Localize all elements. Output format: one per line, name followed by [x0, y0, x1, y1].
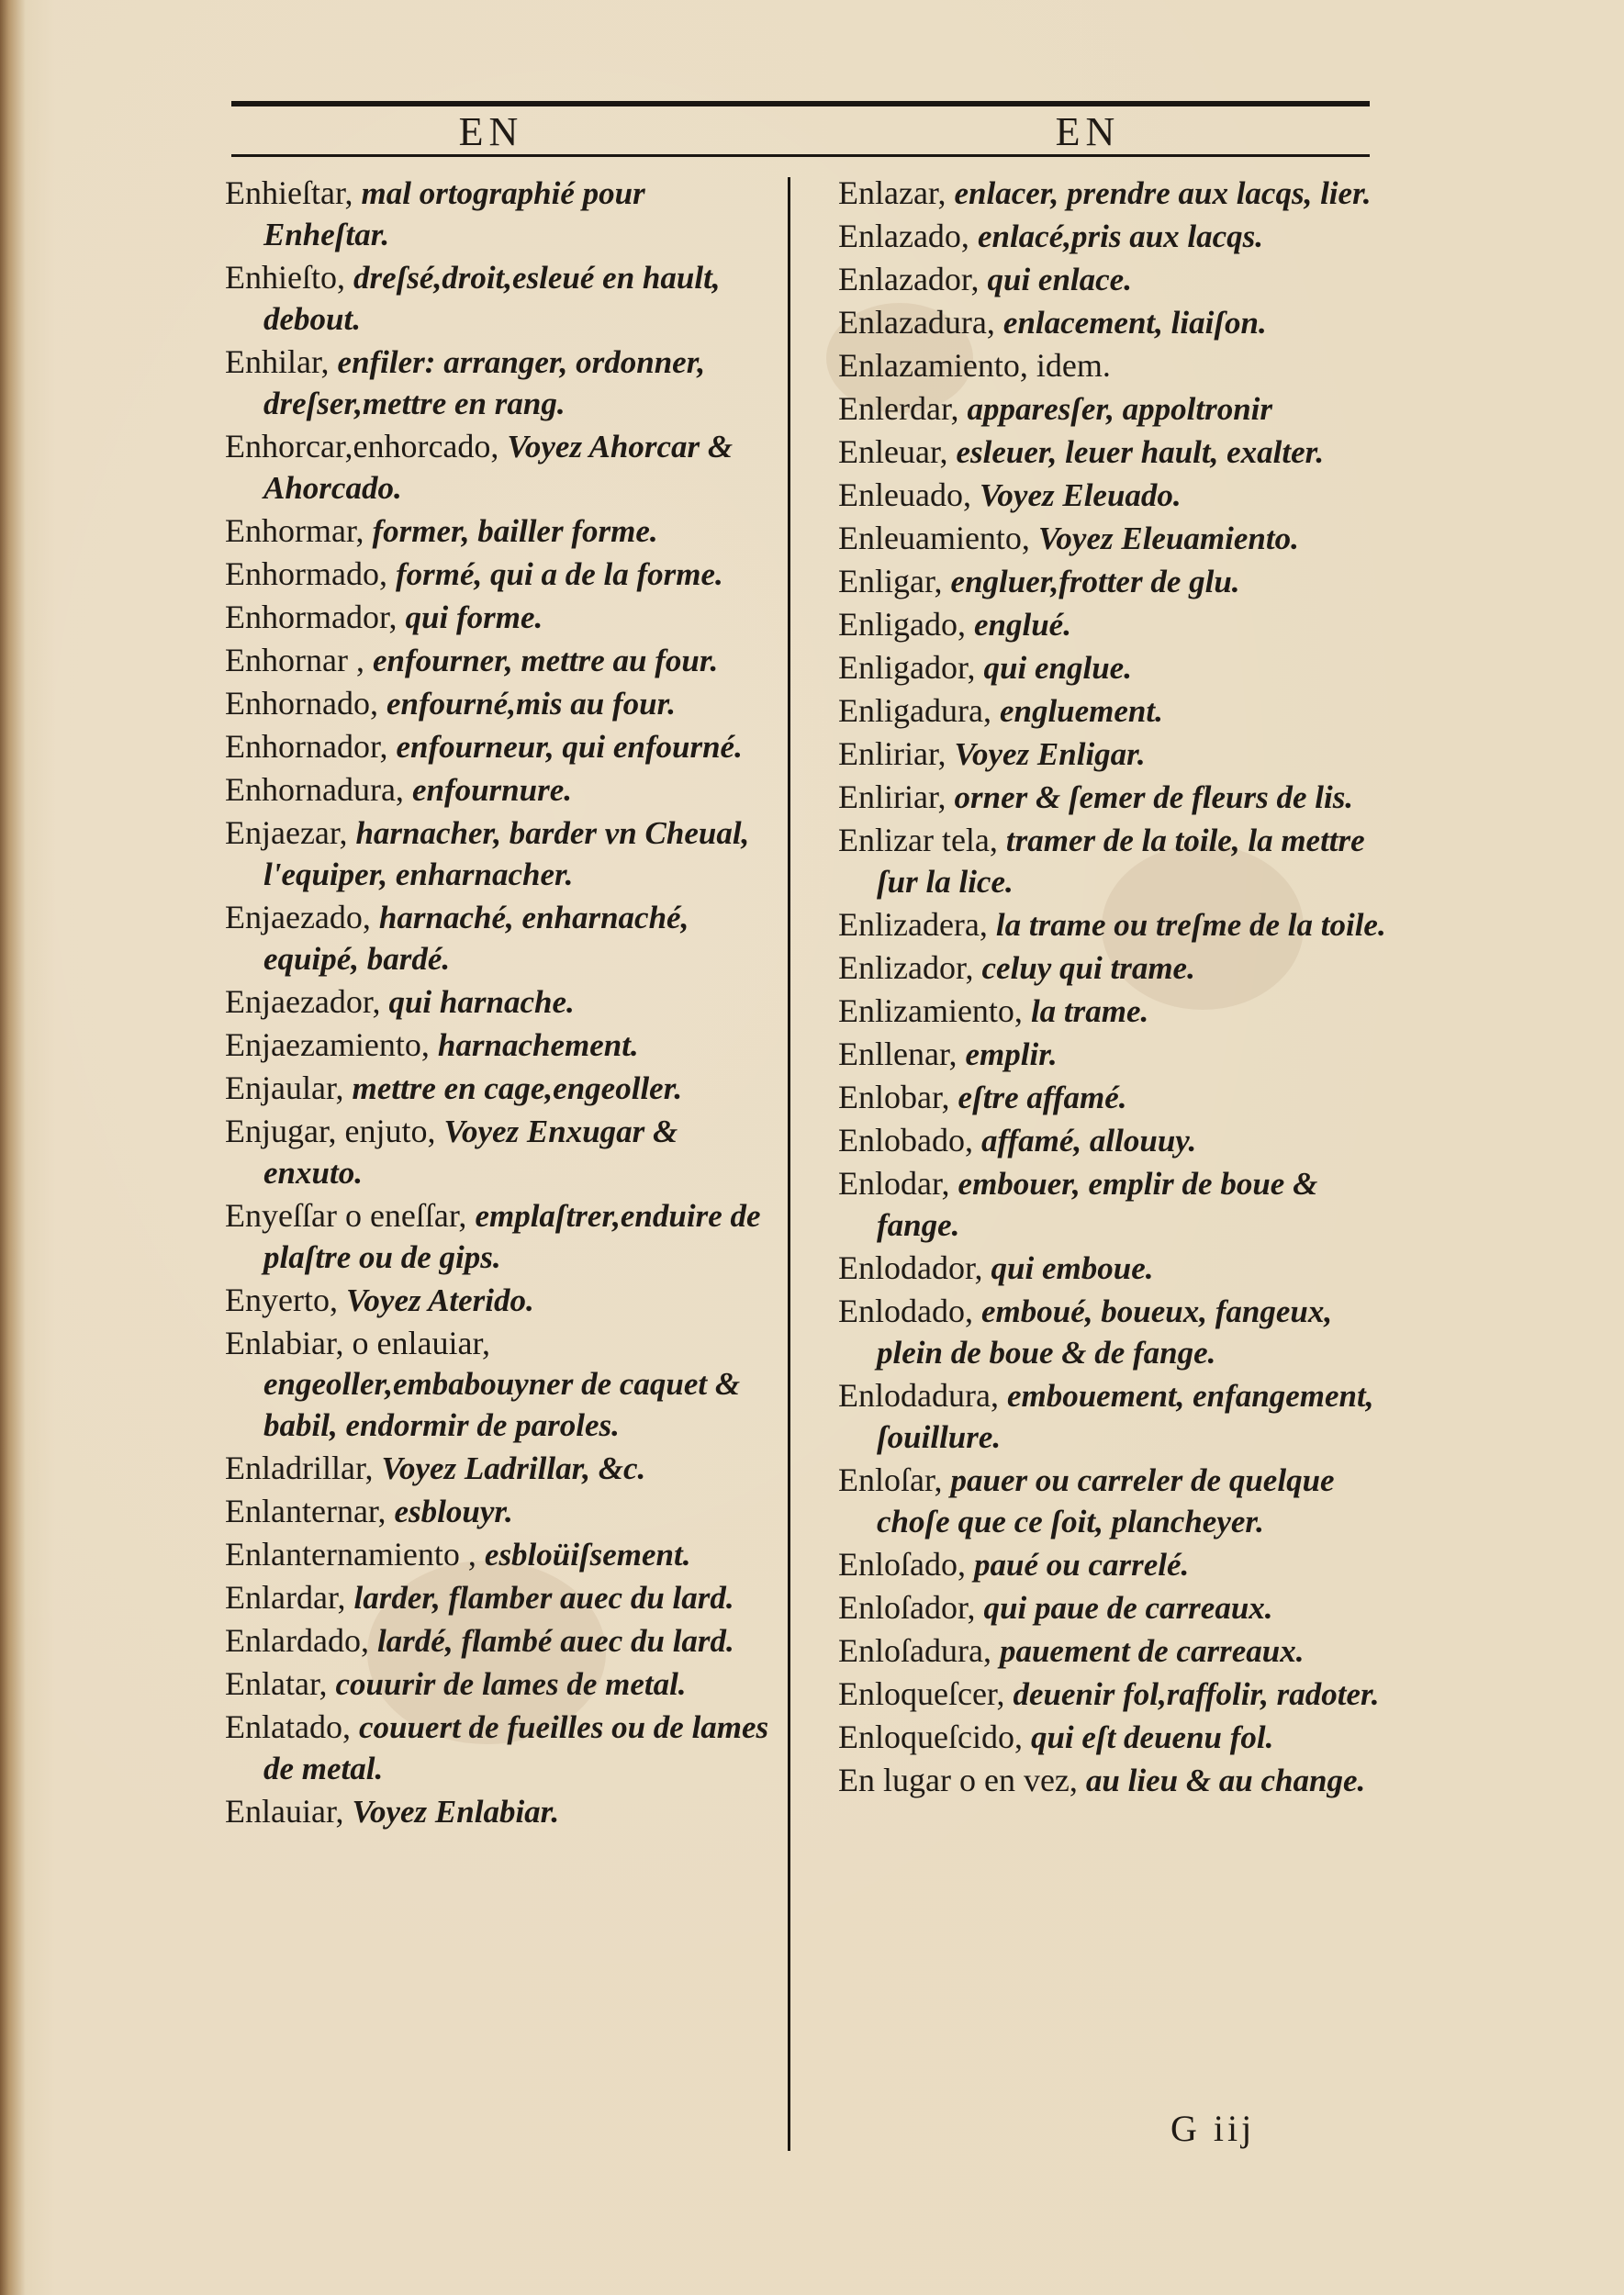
entry-headword: Enligado, [838, 606, 966, 643]
entry-definition: Voyez Enlabiar. [352, 1794, 560, 1830]
running-head-right: EN [1055, 109, 1121, 154]
entry-definition: esleuer, leuer hault, exalter. [956, 434, 1325, 470]
header-underline [231, 154, 1370, 157]
entry-definition: qui emboue. [991, 1250, 1154, 1286]
entry-headword: Enllenar, [838, 1036, 958, 1072]
entry-headword: Enlizamiento, [838, 992, 1023, 1029]
dictionary-entry [225, 683, 776, 724]
entry-definition: enlacement, liaiſon. [1002, 305, 1267, 341]
entry-definition: enfournure. [411, 772, 573, 808]
entry-definition: Voyez Enxugar & enxuto. [263, 1114, 678, 1191]
entry-definition: Voyez Aterido. [345, 1282, 534, 1318]
entry-definition: la trame. [1030, 993, 1149, 1029]
entry-headword: Enlauiar, [225, 1793, 344, 1830]
entry-headword: Enligadura, [838, 692, 991, 729]
entry-definition: enfourner, mettre au four. [372, 643, 719, 678]
entry-headword: Enhornadura, [225, 771, 404, 808]
entry-definition: couurir de lames de metal. [335, 1666, 687, 1702]
entry-headword: Enlazado, [838, 218, 969, 254]
entry-definition: orner & ſemer de fleurs de lis. [954, 779, 1354, 815]
entry-definition: celuy qui trame. [981, 950, 1195, 986]
entry-headword: Enleuar, [838, 433, 948, 470]
dictionary-entry [225, 1491, 776, 1532]
dictionary-entry [225, 1068, 776, 1109]
folio-signature: G iij [1170, 2108, 1256, 2149]
dictionary-entry [225, 1280, 776, 1321]
dictionary-entry [838, 173, 1400, 214]
running-head-left: EN [458, 109, 524, 154]
entry-headword: Enhormador, [225, 599, 398, 635]
entry-headword: Enligador, [838, 649, 976, 686]
entry-definition: qui paue de carreaux. [983, 1590, 1273, 1626]
entry-headword: Enlerdar, [838, 390, 959, 427]
entry-definition: enfourné,mis au four. [386, 686, 677, 722]
dictionary-entry [838, 1375, 1400, 1458]
entry-headword: Enhornado, [225, 685, 378, 722]
entry-definition: la trame ou treſme de la toile. [995, 907, 1386, 943]
entry-definition: apparesſer, appoltronir [967, 391, 1273, 427]
entry-definition: lardé, flambé auec du lard. [376, 1623, 734, 1659]
entry-definition: pauement de carreaux. [999, 1633, 1305, 1669]
entry-headword: Enhornador, [225, 728, 388, 765]
dictionary-entry [225, 1448, 776, 1489]
entry-headword: Enlazar, [838, 174, 946, 211]
dictionary-entry [225, 812, 776, 895]
entry-headword: Enleuamiento, [838, 520, 1030, 556]
entry-headword: Enliriar, [838, 778, 946, 815]
dictionary-entry [838, 1760, 1400, 1801]
entry-definition: enfourneur, qui enfourné. [396, 729, 743, 765]
dictionary-entry [838, 1630, 1400, 1672]
entry-definition: engeoller,embabouyner de caquet & babil, endormir de paroles. [263, 1366, 741, 1443]
entry-headword: Enlanternar, [225, 1493, 386, 1529]
entry-definition: englué. [973, 607, 1071, 643]
entry-headword: Enladrillar, [225, 1450, 374, 1486]
dictionary-entry [225, 1323, 776, 1446]
entry-headword: Enjaezado, [225, 899, 371, 935]
dictionary-entry [838, 777, 1400, 818]
entry-definition: mettre en cage,engeoller. [352, 1070, 683, 1106]
entry-definition: couuert de fueilles ou de lames de metal. [263, 1709, 769, 1786]
right-column [838, 173, 1400, 1803]
entry-definition: harnacher, barder vn Cheual, l'equiper, enharnacher. [263, 815, 750, 892]
entry-definition: dreſsé,droit,esleué en hault, debout. [263, 260, 721, 337]
dictionary-entry [225, 1707, 776, 1789]
dictionary-entry [225, 257, 776, 340]
entry-definition: qui eſt deuenu fol. [1030, 1719, 1274, 1755]
entry-headword: Enlardar, [225, 1579, 346, 1616]
dictionary-entry [838, 1077, 1400, 1118]
entry-definition: paué ou carrelé. [973, 1547, 1190, 1583]
dictionary-entry [225, 640, 776, 681]
entry-definition: emplir. [965, 1036, 1058, 1072]
dictionary-entry [838, 259, 1400, 300]
entry-definition: Voyez Ahorcar & Ahorcado. [263, 429, 734, 506]
entry-headword: Enyeſſar o eneſſar, [225, 1197, 467, 1234]
entry-definition: engluement. [999, 693, 1163, 729]
dictionary-entry [838, 388, 1400, 430]
dictionary-entry [225, 1111, 776, 1193]
entry-headword: Enloqueſcer, [838, 1675, 1005, 1712]
entry-definition: embouer, emplir de boue & fange. [877, 1166, 1318, 1243]
entry-definition: Voyez Ladrillar, &c. [381, 1450, 646, 1486]
dictionary-entry [838, 1291, 1400, 1373]
dictionary-entry [838, 216, 1400, 257]
dictionary-entry [838, 1544, 1400, 1585]
entry-definition: harnachement. [437, 1027, 639, 1063]
entry-headword: Enjaular, [225, 1069, 344, 1106]
entry-definition: qui harnache. [388, 984, 575, 1020]
entry-headword: Enlardado, [225, 1622, 369, 1659]
entry-headword: Enlatar, [225, 1665, 328, 1702]
entry-headword: Enligar, [838, 563, 943, 599]
column-divider [788, 177, 790, 2151]
entry-headword: Enhorcar,enhorcado, [225, 428, 499, 465]
entry-headword: Enloſado, [838, 1546, 966, 1583]
entry-headword: Enlazadura, [838, 304, 995, 341]
entry-definition: enlacé,pris aux lacqs. [977, 218, 1264, 254]
entry-definition: formé, qui a de la forme. [395, 556, 723, 592]
entry-definition: au lieu & au change. [1085, 1763, 1366, 1798]
entry-definition: larder, flamber auec du lard. [353, 1580, 734, 1616]
dictionary-entry [838, 1587, 1400, 1629]
entry-definition: enlacer, prendre aux lacqs, lier. [954, 175, 1372, 211]
dictionary-entry [838, 302, 1400, 343]
dictionary-entry [225, 1024, 776, 1066]
entry-definition: qui enlace. [987, 262, 1132, 297]
entry-headword: Enlobar, [838, 1079, 950, 1115]
dictionary-entry [225, 726, 776, 767]
dictionary-entry [225, 981, 776, 1023]
entry-definition: esblouyr. [394, 1494, 513, 1529]
entry-headword: Enyerto, [225, 1282, 338, 1318]
dictionary-entry [225, 554, 776, 595]
entry-definition: enfiler: arranger, ordonner, dreſser,mettre en rang. [263, 344, 706, 421]
dictionary-entry [225, 1620, 776, 1662]
dictionary-entry [225, 173, 776, 255]
dictionary-entry [225, 1791, 776, 1832]
entry-definition: qui englue. [983, 650, 1132, 686]
entry-definition: emboué, boueux, fangeux, plein de boue & de fange. [877, 1293, 1333, 1371]
entry-definition: embouement, enfangement, ſouillure. [877, 1378, 1374, 1455]
entry-headword: Enlazador, [838, 261, 980, 297]
dictionary-entry [838, 733, 1400, 775]
dictionary-entry [838, 1460, 1400, 1542]
entry-headword: Enlizador, [838, 949, 974, 986]
dictionary-entry [838, 604, 1400, 645]
entry-headword: Enlodar, [838, 1165, 950, 1202]
entry-definition: deuenir fol,raffolir, radoter. [1013, 1676, 1380, 1712]
entry-headword: Enlazamiento, idem. [838, 347, 1111, 384]
entry-headword: Enhilar, [225, 343, 330, 380]
entry-definition: affamé, allouuy. [980, 1123, 1197, 1159]
entry-headword: Enjaezador, [225, 983, 381, 1020]
entry-definition: tramer de la toile, la mettre ſur la lice. [877, 823, 1365, 900]
entry-headword: Enlanternamiento , [225, 1536, 476, 1573]
dictionary-entry [225, 426, 776, 509]
entry-headword: Enhieſto, [225, 259, 345, 296]
entry-definition: emplaſtrer,enduire de plaſtre ou de gips. [263, 1198, 761, 1275]
entry-definition: pauer ou carreler de quelque choſe que ce ſoit, plancheyer. [877, 1462, 1335, 1539]
entry-headword: Enhormado, [225, 555, 387, 592]
dictionary-entry [225, 1195, 776, 1278]
dictionary-entry [838, 1120, 1400, 1161]
entry-definition: Voyez Enligar. [954, 736, 1146, 772]
dictionary-entry [225, 597, 776, 638]
dictionary-entry [838, 1248, 1400, 1289]
dictionary-entry [838, 991, 1400, 1032]
entry-definition: harnaché, enharnaché, equipé, bardé. [263, 900, 689, 977]
dictionary-entry [225, 769, 776, 811]
entry-headword: En lugar o en vez, [838, 1762, 1078, 1798]
entry-definition: Voyez Eleuamiento. [1037, 521, 1299, 556]
dictionary-entry [838, 475, 1400, 516]
entry-headword: Enloſadura, [838, 1632, 991, 1669]
entry-headword: Enjugar, enjuto, [225, 1113, 436, 1149]
left-column [225, 173, 776, 1834]
dictionary-entry [225, 510, 776, 552]
entry-definition: engluer,frotter de glu. [950, 564, 1240, 599]
entry-headword: Enloſar, [838, 1461, 943, 1498]
entry-headword: Enlizadera, [838, 906, 988, 943]
entry-definition: Voyez Eleuado. [979, 477, 1182, 513]
entry-headword: Enhieſtar, [225, 174, 353, 211]
header-rule [231, 101, 1370, 106]
entry-headword: Enlodado, [838, 1293, 973, 1329]
entry-headword: Enjaezar, [225, 814, 348, 851]
entry-headword: Enloſador, [838, 1589, 976, 1626]
dictionary-entry [838, 1034, 1400, 1075]
entry-headword: Enleuado, [838, 476, 971, 513]
dictionary-entry [838, 431, 1400, 473]
entry-headword: Enlobado, [838, 1122, 973, 1159]
entry-headword: Enlodador, [838, 1249, 983, 1286]
dictionary-entry [838, 1717, 1400, 1758]
dictionary-entry [838, 345, 1400, 386]
entry-headword: Enlatado, [225, 1708, 351, 1745]
dictionary-entry [838, 561, 1400, 602]
entry-headword: Enhormar, [225, 512, 364, 549]
entry-definition: esbloüiſsement. [484, 1537, 691, 1573]
entry-definition: mal ortographié pour Enheſtar. [263, 175, 645, 252]
dictionary-entry [838, 518, 1400, 559]
dictionary-entry [838, 947, 1400, 989]
entry-headword: Enliriar, [838, 735, 946, 772]
dictionary-entry [225, 1663, 776, 1705]
entry-headword: Enhornar , [225, 642, 364, 678]
dictionary-entry [838, 820, 1400, 902]
dictionary-entry [225, 341, 776, 424]
dictionary-entry [838, 1674, 1400, 1715]
dictionary-entry [225, 897, 776, 980]
dictionary-entry [838, 647, 1400, 688]
entry-headword: Enjaezamiento, [225, 1026, 430, 1063]
entry-definition: eſtre affamé. [958, 1080, 1127, 1115]
dictionary-entry [838, 904, 1400, 946]
entry-headword: Enlizar tela, [838, 822, 998, 858]
entry-definition: former, bailler forme. [372, 513, 658, 549]
entry-headword: Enloqueſcido, [838, 1718, 1023, 1755]
entry-headword: Enlodadura, [838, 1377, 999, 1414]
dictionary-entry [225, 1534, 776, 1575]
dictionary-entry [838, 690, 1400, 732]
dictionary-entry [838, 1163, 1400, 1246]
dictionary-entry [225, 1577, 776, 1618]
entry-definition: qui forme. [405, 599, 543, 635]
entry-headword: Enlabiar, o enlauiar, [225, 1325, 490, 1361]
